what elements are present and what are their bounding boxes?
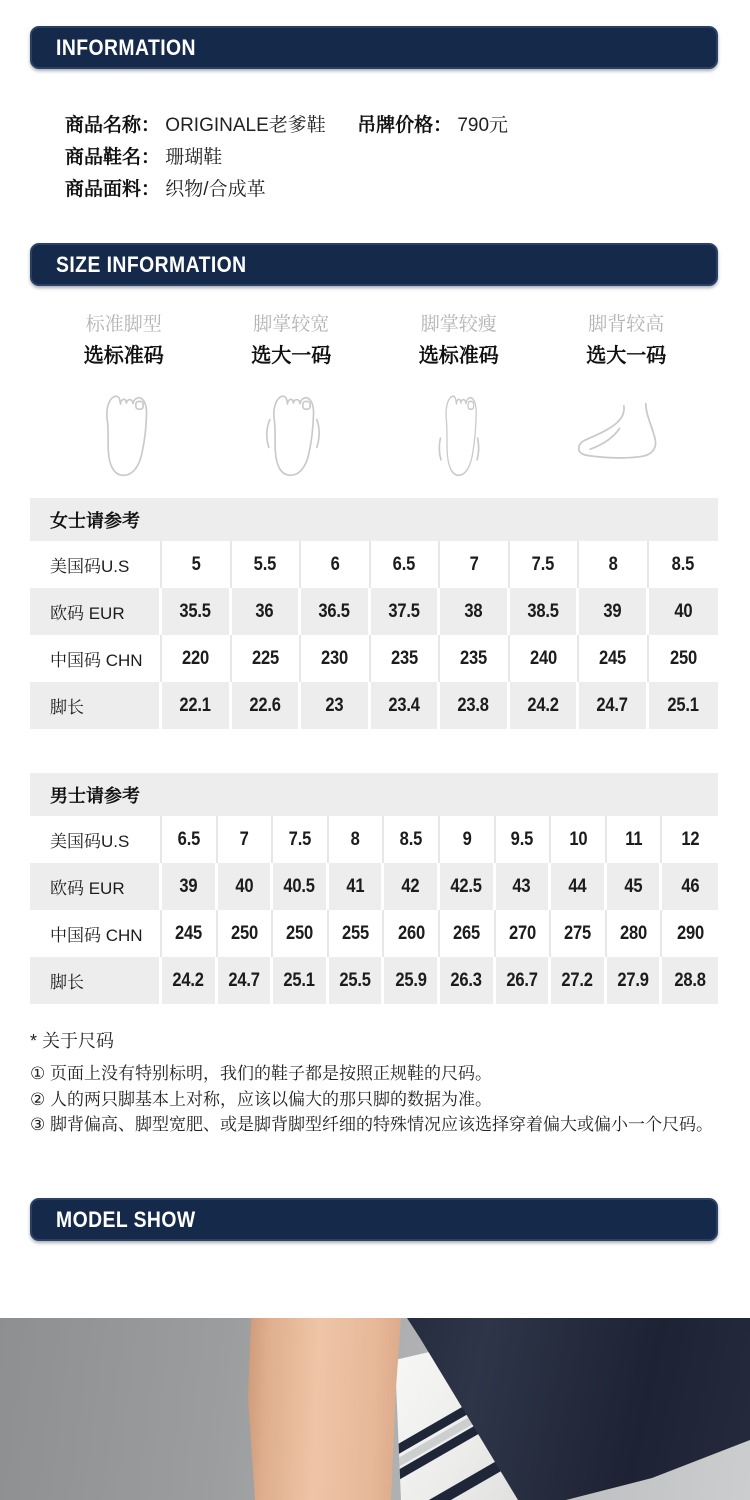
- size-cell: 25.1: [649, 682, 719, 729]
- size-cell: 240: [510, 635, 580, 682]
- size-cell: 40: [218, 863, 274, 910]
- note-1: ① 页面上没有特别标明，我们的鞋子都是按照正规鞋的尺码。: [30, 1064, 492, 1083]
- table-row: [30, 863, 718, 910]
- foot-type-label: 脚背较高: [588, 314, 665, 335]
- size-cell: 45: [607, 863, 663, 910]
- shoe-name-line: [65, 142, 508, 174]
- size-cell: 39: [579, 588, 649, 635]
- row-label: 中国码 CHN: [30, 635, 162, 682]
- size-cell: 265: [440, 910, 496, 957]
- size-cell: 27.2: [551, 957, 607, 1004]
- row-label: 欧码 EUR: [30, 588, 162, 635]
- model-show-section-header: [30, 1198, 718, 1241]
- size-cell: 7: [218, 816, 274, 863]
- size-cell: 35.5: [162, 588, 232, 635]
- size-information-section-header: [30, 243, 718, 286]
- size-cell: 41: [329, 863, 385, 910]
- size-cell: 42: [384, 863, 440, 910]
- size-cell: 245: [579, 635, 649, 682]
- row-label: 中国码 CHN: [30, 910, 162, 957]
- size-cell: 220: [162, 635, 232, 682]
- foot-advice-label: 选大一码: [251, 345, 332, 367]
- table-row: [30, 541, 718, 588]
- size-cell: 8.5: [384, 816, 440, 863]
- size-cell: 40.5: [273, 863, 329, 910]
- size-cell: 24.2: [510, 682, 580, 729]
- size-cell: 250: [649, 635, 719, 682]
- size-cell: 7.5: [510, 541, 580, 588]
- model-leg: [243, 1318, 407, 1500]
- size-cell: 280: [607, 910, 663, 957]
- size-cell: 9.5: [496, 816, 552, 863]
- product-name-value: ORIGINALE老爹鞋: [165, 115, 326, 136]
- size-cell: 275: [551, 910, 607, 957]
- row-label: 欧码 EUR: [30, 863, 162, 910]
- size-cell: 23.8: [440, 682, 510, 729]
- foot-top-wide-icon: [210, 382, 372, 486]
- section-title: INFORMATION: [56, 34, 196, 60]
- size-cell: 25.9: [384, 957, 440, 1004]
- size-cell: 6.5: [371, 541, 441, 588]
- row-label: 脚长: [30, 682, 162, 729]
- shoe-name-value: 珊瑚鞋: [165, 147, 223, 168]
- product-name-line: [65, 110, 508, 142]
- table-row: [30, 910, 718, 957]
- size-cell: 8.5: [649, 541, 719, 588]
- size-cell: 27.9: [607, 957, 663, 1004]
- size-cell: 260: [384, 910, 440, 957]
- material-label: 商品面料：: [65, 179, 161, 200]
- size-cell: 235: [371, 635, 441, 682]
- size-cell: 36.5: [301, 588, 371, 635]
- size-cell: 22.1: [162, 682, 232, 729]
- women-size-table: [30, 498, 718, 729]
- table-row: [30, 816, 718, 863]
- size-cell: 250: [218, 910, 274, 957]
- women-table-title: 女士请参考: [30, 498, 718, 541]
- size-cell: 38: [440, 588, 510, 635]
- foot-type-guide: [40, 314, 710, 486]
- size-cell: 270: [496, 910, 552, 957]
- foot-advice-label: 选大一码: [586, 345, 667, 367]
- size-cell: 8: [579, 541, 649, 588]
- men-size-table: [30, 773, 718, 1004]
- size-cell: 38.5: [510, 588, 580, 635]
- size-cell: 39: [162, 863, 218, 910]
- size-cell: 12: [662, 816, 718, 863]
- size-cell: 22.6: [232, 682, 302, 729]
- size-cell: 11: [607, 816, 663, 863]
- foot-type-narrow: [378, 314, 540, 486]
- size-cell: 26.7: [496, 957, 552, 1004]
- information-section-header: [30, 26, 718, 69]
- men-table-title: 男士请参考: [30, 773, 718, 816]
- material-value: 织物/合成革: [165, 179, 266, 200]
- foot-type-wide: [210, 314, 372, 486]
- tag-price-value: 790元: [457, 115, 509, 136]
- size-cell: 5: [162, 541, 232, 588]
- size-cell: 25.1: [273, 957, 329, 1004]
- foot-advice-label: 选标准码: [83, 345, 164, 367]
- shoe-name-label: 商品鞋名：: [65, 147, 161, 168]
- size-cell: 6.5: [162, 816, 218, 863]
- size-cell: 5.5: [232, 541, 302, 588]
- notes-title: * 关于尺码: [30, 1031, 115, 1051]
- size-cell: 24.2: [162, 957, 218, 1004]
- size-cell: 26.3: [440, 957, 496, 1004]
- material-line: [65, 174, 508, 206]
- section-title: SIZE INFORMATION: [56, 251, 247, 277]
- size-cell: 24.7: [579, 682, 649, 729]
- size-cell: 43: [496, 863, 552, 910]
- foot-type-label: 标准脚型: [85, 314, 162, 335]
- size-cell: 24.7: [218, 957, 274, 1004]
- foot-side-high-instep-icon: [545, 382, 707, 486]
- size-cell: 235: [440, 635, 510, 682]
- size-cell: 250: [273, 910, 329, 957]
- size-cell: 7: [440, 541, 510, 588]
- product-name-label: 商品名称：: [65, 115, 161, 136]
- row-label: 美国码U.S: [30, 541, 162, 588]
- note-3: ③ 脚背偏高、脚型宽肥、或是脚背脚型纤细的特殊情况应该选择穿着偏大或偏小一个尺码。: [30, 1115, 713, 1134]
- size-cell: 23.4: [371, 682, 441, 729]
- section-title: MODEL SHOW: [56, 1206, 196, 1232]
- row-label: 脚长: [30, 957, 162, 1004]
- size-cell: 255: [329, 910, 385, 957]
- foot-type-high-instep: [545, 314, 707, 486]
- note-2: ② 人的两只脚基本上对称，应该以偏大的那只脚的数据为准。: [30, 1089, 492, 1109]
- foot-type-label: 脚掌较瘦: [420, 314, 497, 335]
- table-row: [30, 635, 718, 682]
- size-cell: 37.5: [371, 588, 441, 635]
- foot-top-narrow-icon: [378, 382, 540, 486]
- size-cell: 290: [662, 910, 718, 957]
- table-row: [30, 682, 718, 729]
- tag-price-label: 吊牌价格：: [357, 115, 453, 136]
- size-cell: 28.8: [662, 957, 718, 1004]
- size-cell: 42.5: [440, 863, 496, 910]
- size-cell: 25.5: [329, 957, 385, 1004]
- size-cell: 46: [662, 863, 718, 910]
- size-cell: 40: [649, 588, 719, 635]
- size-cell: 23: [301, 682, 371, 729]
- size-cell: 245: [162, 910, 218, 957]
- size-cell: 225: [232, 635, 302, 682]
- size-cell: 6: [301, 541, 371, 588]
- size-cell: 9: [440, 816, 496, 863]
- table-row: [30, 957, 718, 1004]
- foot-type-label: 脚掌较宽: [253, 314, 330, 335]
- size-cell: 230: [301, 635, 371, 682]
- table-row: [30, 588, 718, 635]
- foot-type-standard: [43, 314, 205, 486]
- size-cell: 8: [329, 816, 385, 863]
- size-cell: 10: [551, 816, 607, 863]
- size-cell: 7.5: [273, 816, 329, 863]
- foot-top-standard-icon: [43, 382, 205, 486]
- product-info: [65, 110, 508, 206]
- sizing-notes: [30, 1030, 720, 1138]
- foot-advice-label: 选标准码: [418, 345, 499, 367]
- size-cell: 44: [551, 863, 607, 910]
- row-label: 美国码U.S: [30, 816, 162, 863]
- model-photo: [0, 1318, 750, 1500]
- size-cell: 36: [232, 588, 302, 635]
